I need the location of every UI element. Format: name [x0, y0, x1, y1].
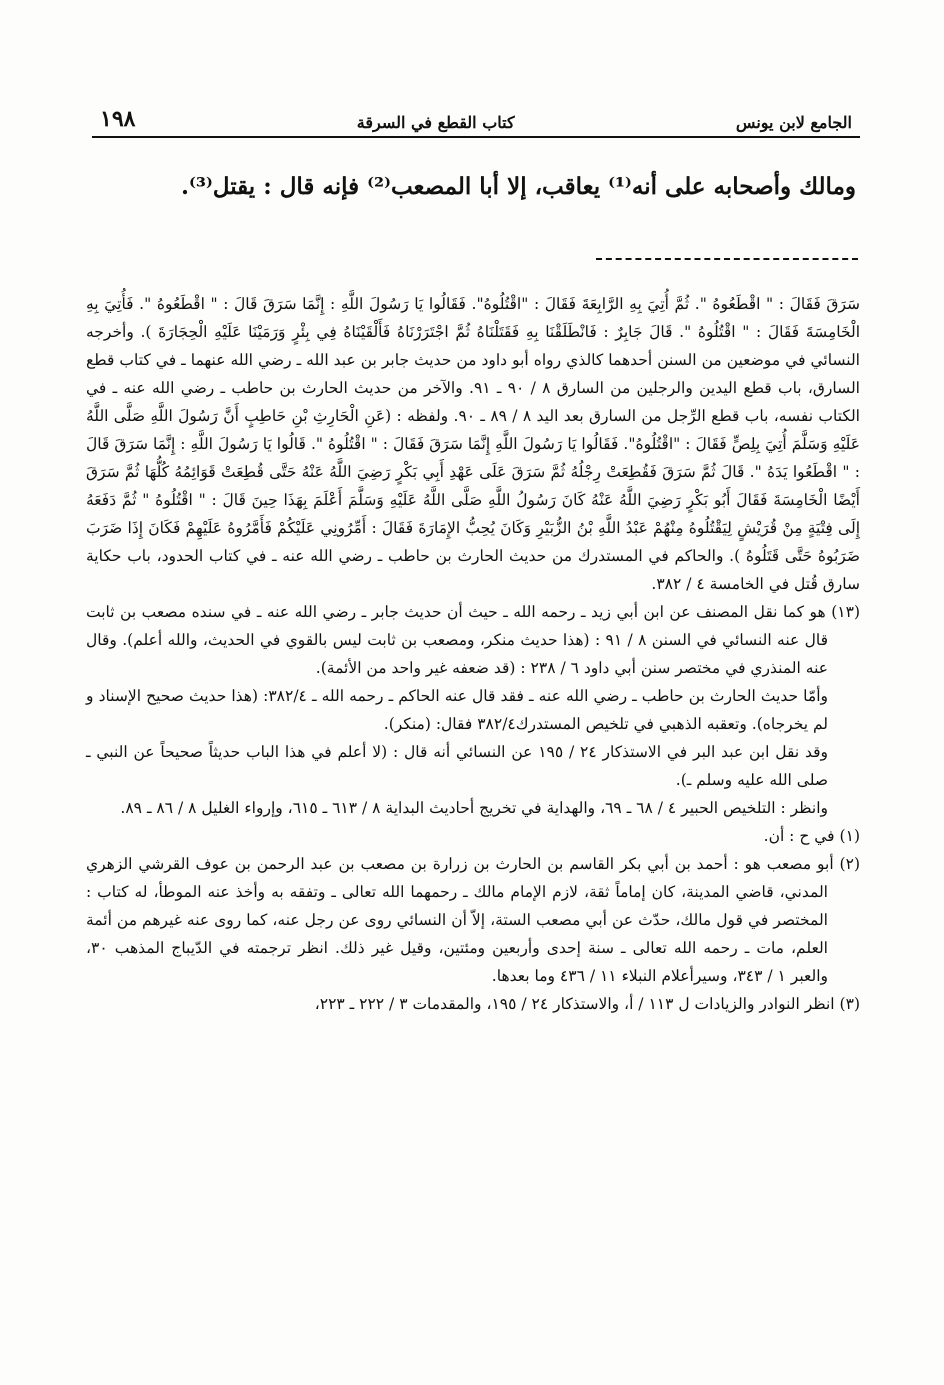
book-title: الجامع لابن يونس — [735, 113, 852, 132]
footnote-2 — [86, 850, 860, 990]
footnote-paragraph: في ح : أن. — [763, 827, 835, 845]
footnote-13-para-4 — [86, 794, 860, 822]
footnote-continuation: سَرَقَ فَقَالَ : " اقْطَعُوهُ ". ثُمَّ أُتِيَ بِهِ الرَّابِعَةَ فَقَالَ : "اقْتُلُوهُ". فَقَالُوا يَا رَسُولَ اللَّهِ : إِنَّمَا سَرَقَ قَالَ : " اقْطَعُوهُ ". فَأُتِيَ بِهِ الْخَامِسَةَ فَقَالَ : " اقْتُلُوهُ ". قَالَ جَابِرٌ : فَانْطَلَقْنَا بِهِ فَقَتَلْنَاهُ ثُمَّ اجْتَرَرْنَاهُ فَأَلْقَيْنَاهُ فِي بِئْرٍ وَرَمَيْنَا عَلَيْهِ الْحِجَارَةَ ). وأخرجه النسائي في موضعين من السنن أحدهما كالذي رواه أبو داود من حديث جابر بن عبد الله ـ رضي الله عنهما ـ في كتاب قطع السارق، باب قطع اليدين والرجلين من السارق ٨ / ٩٠ ـ ٩١. والآخر من حديث الحارث بن حاطب ـ رضي الله عنه ـ في الكتاب نفسه، باب قطع الرِّجل من السارق بعد اليد ٨ / ٨٩ ـ ٩٠. ولفظه : (عَنِ الْحَارِثِ بْنِ حَاطِبٍ أَنَّ رَسُولَ اللَّهِ صَلَّى اللَّهُ عَلَيْهِ وَسَلَّمَ أُتِيَ بِلِصٍّ فَقَالَ : "اقْتُلُوهُ". فَقَالُوا يَا رَسُولَ اللَّهِ إِنَّمَا سَرَقَ فَقَالَ : " اقْتُلُوهُ ". قَالُوا يَا رَسُولَ اللَّهِ : إِنَّمَا سَرَقَ قَالَ : " اقْطَعُوا يَدَهُ ". قَالَ ثُمَّ سَرَقَ فَقُطِعَتْ رِجْلُهُ ثُمَّ سَرَقَ عَلَى عَهْدِ أَبِي بَكْرٍ رَضِيَ اللَّهُ عَنْهُ حَتَّى قُطِعَتْ قَوَائِمُهُ كُلُّهَا ثُمَّ سَرَقَ أَيْضًا الْخَامِسَةَ فَقَالَ أَبُو بَكْرٍ رَضِيَ اللَّهُ عَنْهُ كَانَ رَسُولُ اللَّهِ صَلَّى اللَّهُ عَلَيْهِ وَسَلَّمَ أَعْلَمَ بِهَذَا حِينَ قَالَ : " اقْتُلُوهُ " ثُمَّ دَفَعَهُ إِلَى فِتْيَةٍ مِنْ قُرَيْشٍ لِيَقْتُلُوهُ مِنْهُمْ عَبْدُ اللَّهِ بْنُ الزُّبَيْرِ وَكَانَ يُحِبُّ الإِمَارَةَ فَقَالَ : أَمِّرُونِي عَلَيْكُمْ فَأَمَّرُوهُ عَلَيْهِمْ فَكَانَ إِذَا ضَرَبَ ضَرَبُوهُ حَتَّى قَتَلُوهُ ). والحاكم في المستدرك من حديث الحارث بن حاطب ـ رضي الله عنه ـ في كتاب الحدود، باب حكاية سارق قُتل في الخامسة ٤ / ٣٨٢. — [86, 295, 860, 593]
footnote-paragraph: وقد نقل ابن عبد البر في الاستذكار ٢٤ / ١٩٥ عن النسائي أنه قال : (لا أعلم في هذا الباب حديثاً صحيحاً عن النبي ـ صلى الله عليه وسلم ـ). — [86, 743, 828, 789]
page-header — [100, 100, 852, 132]
footnote-13-para-2 — [86, 682, 860, 738]
footnote-number: (٣) — [839, 995, 860, 1013]
footnote-13-para-3 — [86, 738, 860, 794]
footnote-separator — [596, 258, 858, 260]
footnotes-section — [86, 290, 860, 1018]
footnote-number: (٢) — [839, 855, 860, 873]
footnote-paragraph: أبو مصعب هو : أحمد بن أبي بكر القاسم بن الحارث بن زرارة بن مصعب بن عبد الرحمن بن عوف القرشي الزهري المدني، قاضي المدينة، كان إماماً ثقة، لازم الإمام مالك ـ رحمهما الله تعالى ـ وتفقه به وأخذ عنه الموطأ، له كتاب : المختصر في قول مالك، حدّث عن أبي مصعب الستة، إلاّ أن النسائي روى عن رجل عنه، كما روى عنه غيرهم من أئمة العلم، مات ـ رحمه الله تعالى ـ سنة إحدى وأربعين ومئتين، وقيل غير ذلك. انظر ترجمته في الدّيباج المذهب ٣٠، والعبر ١ / ٣٤٣، وسيرأعلام النبلاء ١١ / ٤٣٦ وما بعدها. — [86, 855, 834, 985]
footnote-paragraph: انظر النوادر والزيادات ل ١١٣ / أ، والاستذكار ٢٤ / ١٩٥، والمقدمات ٣ / ٢٢٢ ـ ٢٢٣، — [314, 995, 835, 1013]
main-text: ومالك وأصحابه على أنه⁽¹⁾ يعاقب، إلا أبا المصعب⁽²⁾ فإنه قال : يقتل⁽³⁾. — [181, 173, 856, 200]
chapter-title: كتاب القطع في السرقة — [356, 113, 515, 132]
footnote-number: (١) — [839, 827, 860, 845]
footnote-3 — [86, 990, 860, 1018]
footnote-13 — [86, 598, 860, 682]
footnote-1 — [86, 822, 860, 850]
footnote-paragraph: هو كما نقل المصنف عن ابن أبي زيد ـ رحمه الله ـ حيث أن حديث جابر ـ رضي الله عنه ـ في سنده مصعب بن ثابت قال عنه النسائي في السنن ٨ / ٩١ : (هذا حديث منكر، ومصعب بن ثابت ليس بالقوي في الحديث، والله أعلم). وقال عنه المنذري في مختصر سنن أبي داود ٦ / ٢٣٨ : (قد ضعفه غير واحد من الأئمة). — [86, 603, 828, 677]
header-rule — [92, 136, 860, 138]
page-number: ١٩٨ — [100, 106, 136, 132]
footnote-number: (١٣) — [831, 603, 860, 621]
footnote-paragraph: وانظر : التلخيص الحبير ٤ / ٦٨ ـ ٦٩، والهداية في تخريج أحاديث البداية ٨ / ٦١٣ ـ ٦١٥، وإرواء الغليل ٨ / ٨٦ ـ ٨٩. — [120, 799, 828, 817]
footnote-paragraph: وأمّا حديث الحارث بن حاطب ـ رضي الله عنه ـ فقد قال عنه الحاكم ـ رحمه الله ـ ٣٨٢/٤: (هذا حديث صحيح الإسناد و لم يخرجاه). وتعقبه الذهبي في تلخيص المستدرك٣٨٢/٤ فقال: (منكر). — [86, 687, 828, 733]
